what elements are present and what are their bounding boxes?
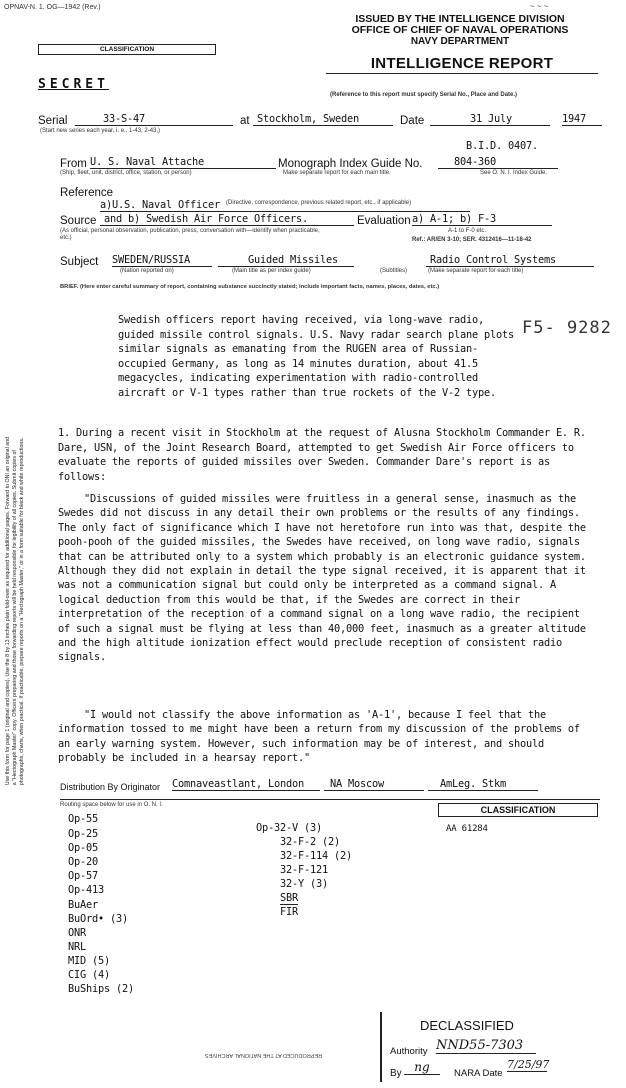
routing-left-item: BuShips (2): [68, 983, 134, 995]
brief-label: BRIEF. (Here enter careful summary of report, containing substance succinctly stated; include important facts, names, places, dates, etc.): [60, 284, 440, 290]
routing-left-item: CIG (4): [68, 969, 110, 981]
declass-by-label: By: [390, 1068, 402, 1079]
declass-by-value: ng: [404, 1060, 440, 1075]
routing-label: Routing space below for use in O. N. I.: [60, 802, 163, 808]
corner-mark: ~ ~ ~: [530, 2, 549, 11]
routing-left-item: Op-55: [68, 813, 98, 825]
routing-left-item: Op-20: [68, 856, 98, 868]
declass-nara-date: 7/25/97: [507, 1058, 550, 1071]
bid-number: B.I.D. 0407.: [466, 140, 538, 152]
declass-title: DECLASSIFIED: [420, 1018, 514, 1033]
routing-left-item: Op-413: [68, 884, 104, 896]
distribution-item-2: NA Moscow: [324, 778, 424, 791]
issuer-line-1: ISSUED BY THE INTELLIGENCE DIVISION: [355, 13, 565, 25]
quote-1-block: [58, 492, 586, 665]
subject-label: Subject: [60, 256, 99, 268]
classification-label: CLASSIFICATION: [99, 46, 155, 53]
evaluation-label: Evaluation: [357, 215, 411, 227]
serial-label: Serial: [38, 115, 68, 127]
issuer-line-2: OFFICE OF CHIEF OF NAVAL OPERATIONS: [351, 24, 569, 36]
subject-sub-hint: (Subtitles): [380, 268, 408, 274]
quote-1: "Discussions of guided missiles were fruitless in a general sense, inasmuch as the Swedes did not discuss in any detail their own problems or the results of any findings. The only fact of significance which I have not heretofore run into was that, despite the pooh-pooh of the guided missiles, the Swedes have received, on long wave radio, signals that can be attributed only to a system which probably is an electronic guidance system. Although they did not explain in detail the type signal received, it is apparent that it was not a communication signal but could only be interpreted as a command signal. A logical deduction from this would be that, if the Swedes are correct in their interpretation of the reception of a command signal on a long wave radio, the recipient of such a signal must be flying at less than 40,000 feet, inasmuch as a greater altitude and the high altitude ionization effect would preclude reception of consistent radio signals.: [58, 493, 586, 664]
reference-note: (Reference to this report must specify Serial No., Place and Date.): [330, 92, 518, 98]
subject-main: Guided Missiles: [218, 254, 354, 267]
routing-left-item: Op-25: [68, 828, 98, 840]
declass-nara-label: NARA Date: [454, 1068, 503, 1079]
reference-value: a)U.S. Naval Officer: [100, 199, 220, 211]
declass-left-bar: [380, 1012, 382, 1082]
date-value: 31 July: [430, 113, 550, 126]
quote-2: "I would not classify the above information as 'A-1', because I feel that the information tossed to me might have been a return from my discussion of the problems of an early warning system. However, such information may be of interest, and should probably be included in a hearsay report.": [58, 709, 580, 765]
routing-mid-item: FIR: [280, 906, 298, 918]
routing-left-item: Op-05: [68, 842, 98, 854]
monograph-hint-2: See O. N. I. Index Guide.: [480, 170, 548, 176]
routing-left-item: BuAer: [68, 899, 98, 911]
routing-mid-item: 32-F-114 (2): [280, 850, 352, 862]
serial-hint: (Start new series each year, i. e., 1-43, 2-43,): [40, 128, 161, 134]
classification-bottom-box: [438, 803, 598, 817]
place-value: Stockholm, Sweden: [253, 113, 393, 126]
evaluation-hint: A-1 to F-0 etc.: [448, 228, 487, 234]
paragraph-1: 1. During a recent visit in Stockholm at the request of Alusna Stockholm Commander E. R. Dare, USN, of the Joint Research Board, attempted to get Swedish Air Force officers to evaluate the reports of guided missiles over Sweden. Commander Dare's report is as follows:: [58, 427, 586, 483]
routing-left-item: NRL: [68, 941, 86, 953]
subject-sub-hint-2: (Make separate report for each title): [428, 268, 524, 274]
reproduced-note: REPRODUCED AT THE NATIONAL ARCHIVES: [205, 1052, 323, 1058]
quote-2-block: [58, 708, 586, 766]
routing-left-item: MID (5): [68, 955, 110, 967]
reference-hint: (Directive, correspondence, previous related report, etc., if applicable): [226, 200, 412, 206]
from-hint: (Ship, fleet, unit, district, office, station, or person): [60, 170, 192, 176]
from-value: U. S. Naval Attache: [90, 156, 276, 169]
distribution-label: Distribution By Originator: [60, 782, 161, 792]
routing-left-item: Op-57: [68, 870, 98, 882]
margin-instructions: Use this form for page 1 (original and copies). Use the 8 by 13 inches plain fold-over as required for additional pages. Forward to ONI an original and a "Hectograph Master" copy. Officers preparing and those forwarding reports will be held responsible for legibility of all copies. Submit copies of photographs, charts, when practical. If practicable, prepare reports on a "Hectograph Master," or in a form suitable for black and white reproductions.: [4, 436, 25, 786]
routing-mid-item: 32-Y (3): [280, 878, 328, 890]
routing-left-item: BuOrd• (3): [68, 913, 128, 925]
issuer-line-3: NAVY DEPARTMENT: [410, 36, 510, 47]
routing-mid-item: 32-F-2 (2): [280, 836, 340, 848]
aa-number: AA 61284: [446, 824, 488, 834]
classification-bottom-label: CLASSIFICATION: [480, 805, 556, 815]
brief-text: Swedish officers report having received, via long-wave radio, guided missile control signals. U.S. Navy radar search plane plots similar signals as emanating from the RUGEN area of Russian-occupied Germany, as long as 14 minutes duration, about 41.5 megacycles, indicating experimentation with radio-controlled aircraft or V-1 types rather than true rockets of the V-2 type.: [118, 314, 514, 399]
subject-country: SWEDEN/RUSSIA: [112, 254, 212, 267]
year-value: 1947: [562, 113, 602, 126]
routing-mid-item: Op-32-V (3): [256, 822, 322, 834]
form-id: OPNAV-N. 1. OG—1942 (Rev.): [4, 4, 101, 11]
paragraph-1-block: [58, 426, 586, 484]
from-label: From: [60, 158, 87, 170]
monograph-hint: Make separate report for each main title.: [283, 170, 391, 176]
reference-label: Reference: [60, 187, 114, 199]
classification-stamp: SECRET: [38, 77, 109, 92]
classification-header-box: [38, 44, 216, 55]
declass-authority-label: Authority: [390, 1046, 428, 1057]
source-hint: (As official, personal observation, publication, press, conversation with—identify when practicable, etc.): [60, 228, 320, 241]
source-label: Source: [60, 215, 97, 227]
serial-value: 33-S-47: [75, 113, 233, 126]
distribution-item-3: AmLeg. Stkm: [428, 778, 538, 791]
routing-mid-item: SBR: [280, 892, 298, 904]
reference-rule: [100, 211, 470, 212]
routing-mid-item: 32-F-121: [280, 864, 328, 876]
subject-country-hint: (Nation reported on): [120, 268, 174, 274]
declass-authority-value: NND55-7303: [436, 1038, 536, 1054]
evaluation-ref: Ref.: AR/EN 3-10; SER. 4312416—11-18-42: [412, 237, 532, 243]
file-stamp: F5- 9282: [522, 318, 612, 338]
subject-sub: Radio Control Systems: [426, 254, 594, 267]
evaluation-value: a) A-1; b) F-3: [412, 213, 552, 226]
source-value: and b) Swedish Air Force Officers.: [100, 213, 354, 226]
monograph-value: 804-360: [438, 156, 558, 169]
distribution-item-1: Comnaveastlant, London: [172, 778, 320, 791]
routing-top-rule: [60, 799, 600, 800]
monograph-label: Monograph Index Guide No.: [278, 158, 423, 170]
at-label: at: [240, 115, 250, 127]
subject-main-hint: (Main title as per index guide): [232, 268, 311, 274]
routing-left-item: ONR: [68, 927, 86, 939]
brief-block: [118, 313, 514, 400]
report-title: INTELLIGENCE REPORT: [326, 55, 598, 74]
date-label: Date: [400, 115, 425, 127]
